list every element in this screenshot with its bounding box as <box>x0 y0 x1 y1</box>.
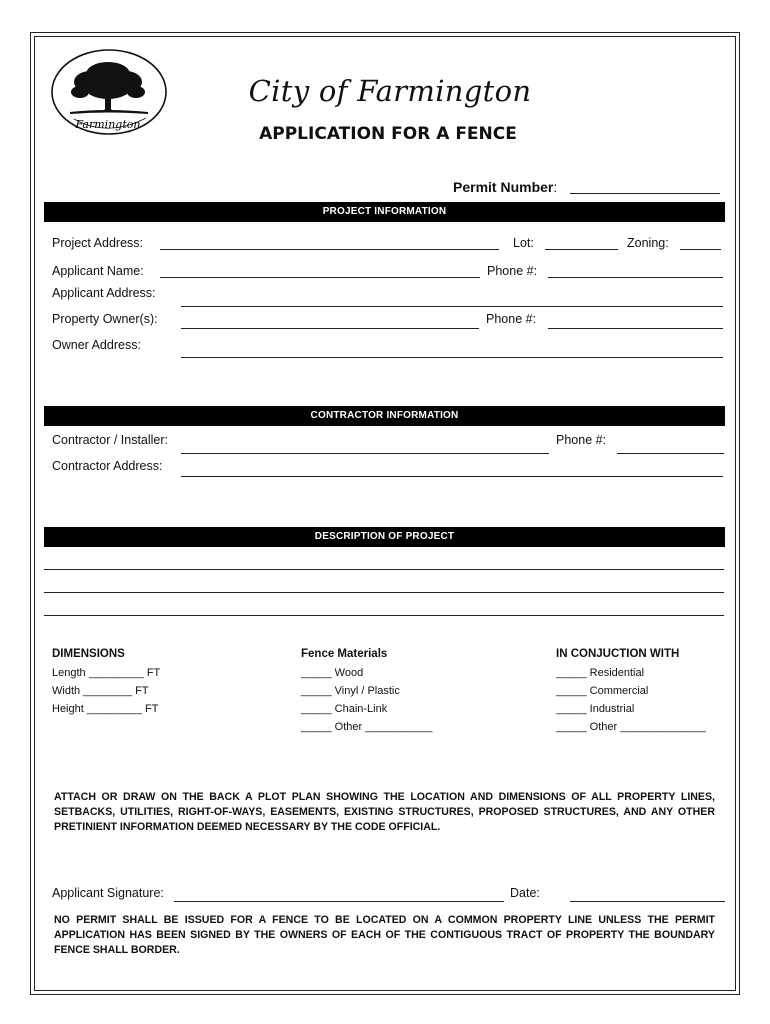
applicant-phone-field[interactable] <box>548 277 723 278</box>
section-header-project: PROJECT INFORMATION <box>44 202 725 222</box>
conjunction-option[interactable]: _____ Industrial <box>556 703 635 715</box>
contractor-installer-label: Contractor / Installer: <box>52 433 169 447</box>
dimensions-heading: DIMENSIONS <box>52 648 125 660</box>
owner-address-label: Owner Address: <box>52 338 141 352</box>
section-header-contractor: CONTRACTOR INFORMATION <box>44 406 725 426</box>
city-title: City of Farmington <box>248 74 532 108</box>
applicant-address-field[interactable] <box>181 306 723 307</box>
project-address-label: Project Address: <box>52 236 144 250</box>
description-line[interactable] <box>44 569 724 570</box>
applicant-phone-label: Phone #: <box>487 264 538 278</box>
description-line[interactable] <box>44 592 724 593</box>
width-field[interactable]: Width ________ FT <box>52 685 149 697</box>
material-option[interactable]: _____ Wood <box>301 667 364 679</box>
section-header-description: DESCRIPTION OF PROJECT <box>44 527 725 547</box>
signature-label: Applicant Signature: <box>52 886 164 900</box>
property-owners-field[interactable] <box>181 328 479 329</box>
plot-plan-instructions: ATTACH OR DRAW ON THE BACK A PLOT PLAN SHOWING THE LOCATION AND DIMENSIONS OF ALL PROPERTY LINES, SETBACKS, UTILITIES, RIGHT-OF-WAYS, EASEMENTS, EXISTING STRUCTURES, PROPOSED STRUCTURES, AND ANY OTHER PRETINIENT INFORMATION DEEMED NECESSARY BY THE CODE OFFICIAL. <box>54 791 715 833</box>
fence-materials-heading: Fence Materials <box>301 648 388 660</box>
contractor-phone-label: Phone #: <box>556 433 607 447</box>
zoning-field[interactable] <box>680 249 721 250</box>
owner-address-field[interactable] <box>181 357 723 358</box>
conjunction-option[interactable]: _____ Commercial <box>556 685 649 697</box>
signature-field[interactable] <box>174 901 504 902</box>
conjunction-heading: IN CONJUCTION WITH <box>556 648 680 660</box>
contractor-phone-field[interactable] <box>617 453 724 454</box>
owner-phone-field[interactable] <box>548 328 723 329</box>
property-owners-label: Property Owner(s): <box>52 312 158 326</box>
zoning-label: Zoning: <box>627 236 669 250</box>
contractor-installer-field[interactable] <box>181 453 549 454</box>
date-label: Date: <box>510 886 540 900</box>
logo-text: Farmington <box>75 118 141 131</box>
owner-phone-label: Phone #: <box>486 312 537 326</box>
permit-number-field[interactable] <box>570 193 720 194</box>
height-field[interactable]: Height _________ FT <box>52 703 159 715</box>
material-option[interactable]: _____ Chain-Link <box>301 703 388 715</box>
date-field[interactable] <box>570 901 725 902</box>
material-option[interactable]: _____ Vinyl / Plastic <box>301 685 400 697</box>
permit-number-label: Permit Number: <box>453 179 558 195</box>
lot-label: Lot: <box>513 236 534 250</box>
material-option[interactable]: _____ Other ___________ <box>301 721 433 733</box>
contractor-address-label: Contractor Address: <box>52 459 163 473</box>
conjunction-option[interactable]: _____ Residential <box>556 667 645 679</box>
applicant-name-field[interactable] <box>160 277 480 278</box>
conjunction-option[interactable]: _____ Other ______________ <box>556 721 706 733</box>
page-title: APPLICATION FOR A FENCE <box>259 124 517 144</box>
project-address-field[interactable] <box>160 249 499 250</box>
length-field[interactable]: Length _________ FT <box>52 667 161 679</box>
boundary-notice: NO PERMIT SHALL BE ISSUED FOR A FENCE TO BE LOCATED ON A COMMON PROPERTY LINE UNLESS THE PERMIT APPLICATION HAS BEEN SIGNED BY THE OWNERS OF EACH OF THE CONTIGUOUS TRACT OF PROPERTY THE BOUNDARY FENCE SHALL BORDER. <box>54 914 715 956</box>
contractor-address-field[interactable] <box>181 476 723 477</box>
applicant-name-label: Applicant Name: <box>52 264 144 278</box>
description-line[interactable] <box>44 615 724 616</box>
applicant-address-label: Applicant Address: <box>52 286 156 300</box>
page-border-inner <box>34 36 736 991</box>
lot-field[interactable] <box>545 249 618 250</box>
